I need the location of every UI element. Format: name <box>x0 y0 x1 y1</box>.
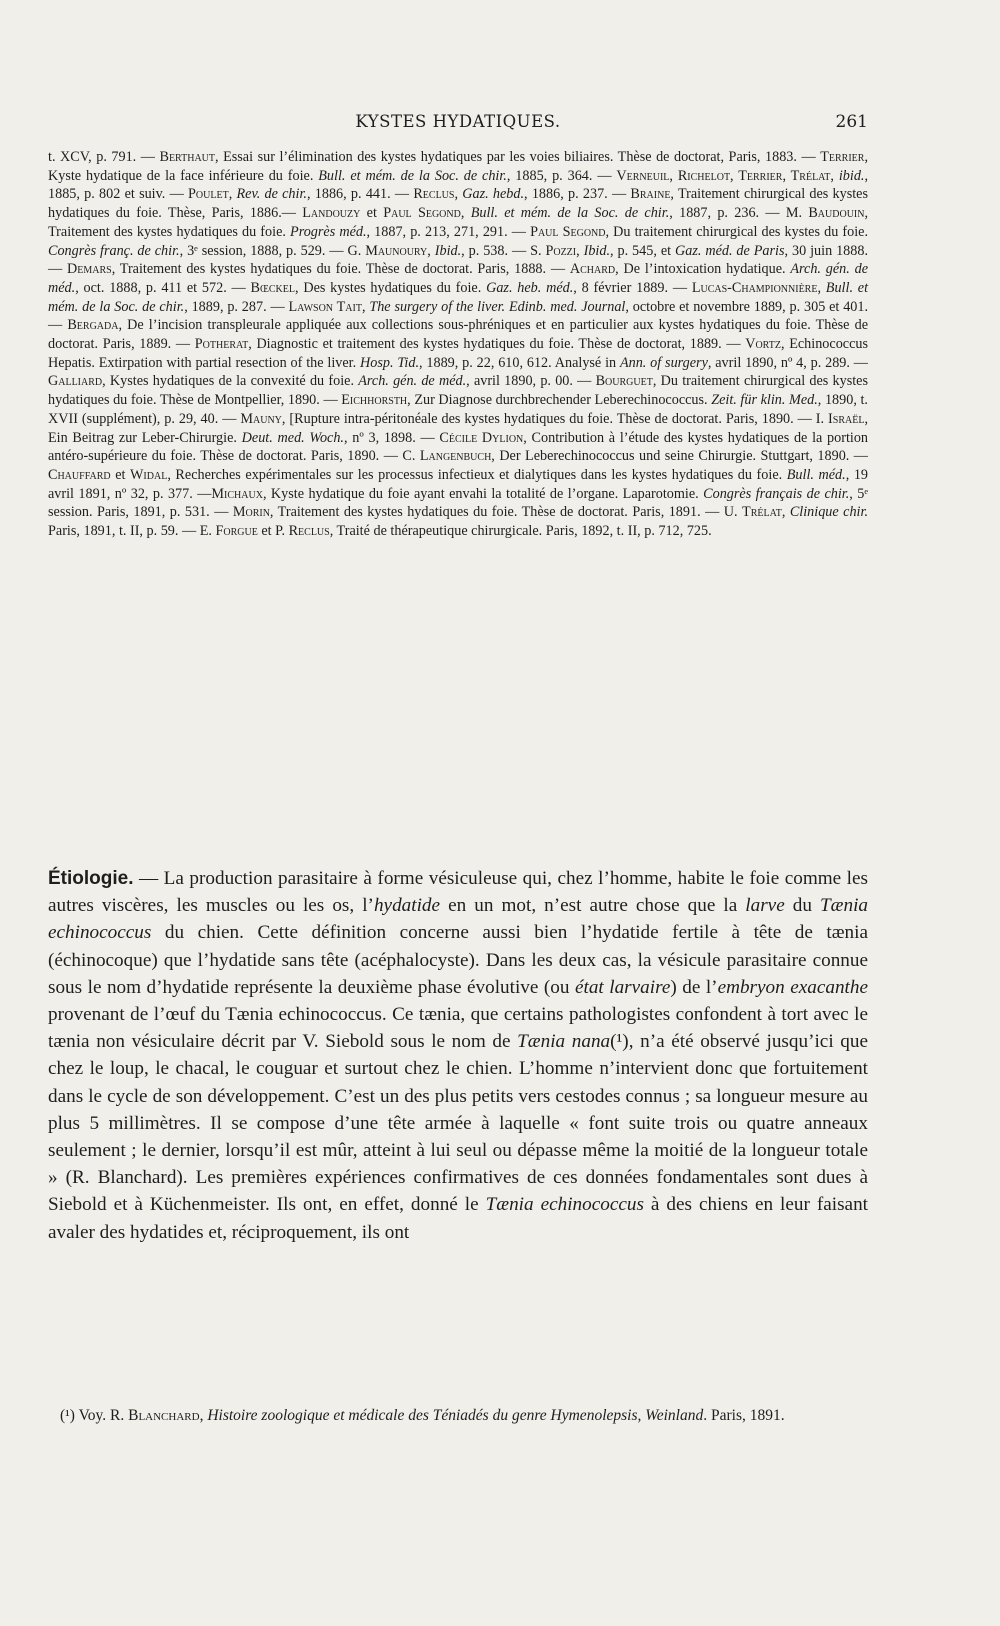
bibliography-paragraph: t. XCV, p. 791. — Berthaut, Essai sur l’élimination des kystes hydatiques par les voies biliaires. Thèse de doctorat, Paris, 1883. — Terrier, Kyste hydatique de la face inférieure du foie. Bull. et mém. de la Soc. de chir., 1885, p. 364. — Verneuil, Richelot, Terrier, Trélat, ibid., 1885, p. 802 et suiv. — Poulet, Rev. de chir., 1886, p. 441. — Reclus, Gaz. hebd., 1886, p. 237. — Braine, Traitement chirurgical des kystes hydatiques du foie. Thèse, Paris, 1886.— Landouzy et Paul Segond, Bull. et mém. de la Soc. de chir., 1887, p. 236. — M. Baudouin, Traitement des kystes hydatiques du foie. Progrès méd., 1887, p. 213, 271, 291. — Paul Segond, Du traitement chirurgical des kystes du foie. Congrès franç. de chir., 3ᵉ session, 1888, p. 529. — G. Maunoury, Ibid., p. 538. — S. Pozzi, Ibid., p. 545, et Gaz. méd. de Paris, 30 juin 1888. — Demars, Traitement des kystes hydatiques du foie. Thèse de doctorat. Paris, 1888. — Achard, De l’intoxication hydatique. Arch. gén. de méd., oct. 1888, p. 411 et 572. — Bœckel, Des kystes hydatiques du foie. Gaz. heb. méd., 8 février 1889. — Lucas-Championnière, Bull. et mém. de la Soc. de chir., 1889, p. 287. — Lawson Tait, The surgery of the liver. Edinb. med. Journal, octobre et novembre 1889, p. 305 et 401. — Bergada, De l’incision transpleurale appliquée aux collections sous-phréniques et en particulier aux kystes hydatiques du foie. Thèse de doctorat. Paris, 1889. — Potherat, Diagnostic et traitement des kystes hydatiques du foie. Thèse de doctorat, 1889. — Vortz, Echinococcus Hepatis. Extirpation with partial resection of the liver. Hosp. Tid., 1889, p. 22, 610, 612. Analysé in Ann. of surgery, avril 1890, nº 4, p. 289. — Galliard, Kystes hydatiques de la convexité du foie. Arch. gén. de méd., avril 1890, p. 00. — Bourguet, Du traitement chirurgical des kystes hydatiques du foie. Thèse de Montpellier, 1890. — Eichhorsth, Zur Diagnose durchbrechender Leberechinococcus. Zeit. für klin. Med., 1890, t. XVII (supplément), p. 29, 40. — Mauny, [Rupture intra-péritonéale des kystes hydatiques du foie. Thèse de doctorat. Paris, 1890. — I. Israël, Ein Beitrag zur Leber-Chirurgie. Deut. med. Woch., nº 3, 1898. — Cécile Dylion, Contribution à l’étude des kystes hydatiques de la portion antéro-supérieure du foie. Thèse de doctorat. Paris, 1890. — C. Langenbuch, Der Leberechinococcus und seine Chirurgie. Stuttgart, 1890. — Chauffard et Widal, Recherches expérimentales sur les processus infectieux et dialytiques dans les kystes hydatiques du foie. Bull. méd., 19 avril 1891, nº 32, p. 377. —Michaux, Kyste hydatique du foie ayant envahi la totalité de l’organe. Laparotomie. Congrès français de chir., 5ᵉ session. Paris, 1891, p. 531. — Morin, Traitement des kystes hydatiques du foie. Thèse de doctorat. Paris, 1891. — U. Trélat, Clinique chir. Paris, 1891, t. II, p. 59. — E. Forgue et P. Reclus, Traité de thérapeutique chirurgicale. Paris, 1892, t. II, p. 712, 725. <box>48 149 869 540</box>
author-name: Berthaut <box>159 149 216 165</box>
author-name: Blanchard <box>128 1407 200 1424</box>
page-header <box>48 112 868 142</box>
author-name: Widal <box>130 466 168 483</box>
author-name: Langenbuch <box>419 448 492 465</box>
footnote-reference: (¹) <box>610 1031 629 1053</box>
author-name: Demars <box>67 261 112 278</box>
footnote <box>48 1405 868 1427</box>
author-name: Mauny <box>240 410 282 427</box>
author-name: Chauffard <box>48 466 111 483</box>
author-name: Achard <box>569 261 616 278</box>
author-name: Michaux <box>211 485 263 502</box>
section-title: Étiologie. <box>48 868 134 889</box>
etiologie-paragraph: Étiologie. — La production parasitaire à forme vésiculeuse qui, chez l’homme, habite le foie comme les autres viscères, les muscles ou les os, l’hydatide en un mot, n’est autre chose que la larve du Tænia echinococcus du chien. Cette définition concerne aussi bien l’hydatide fertile à tête de tænia (échinocoque) que l’hydatide sans tête (acéphalocyste). Dans les deux cas, la vésicule parasitaire connue sous le nom d’hydatide représente la deuxième phase évolutive (ou état larvaire) de l’embryon exacanthe provenant de l’œuf du Tænia echinococcus. Ce tænia, que certains pathologistes confondent à tort avec le tænia non vésiculaire décrit par V. Siebold sous le nom de Tænia nana(¹), n’a été observé jusqu’ici que chez le loup, le chacal, le couguar et surtout chez le chien. L’homme n’intervient donc que fortuitement dans le cycle de son développement. C’est un des plus petits vers cestodes connus ; sa longueur mesure au plus 5 millimètres. Il se compose d’une tête armée à laquelle « font suite trois ou quatre anneaux seulement ; le dernier, lorsqu’il est mûr, atteint à lui seul ou dépasse même la moitié de la longueur totale » (R. Blanchard). Les premières expériences confirmatives de ces données fondamentales sont dues à Siebold et à Küchenmeister. Ils ont, en effet, donné le Tænia echinococcus à des chiens en leur faisant avaler des hydatides et, réciproquement, ils ont <box>48 868 869 1243</box>
author-name: Paul Segond <box>383 205 461 222</box>
author-name: Cécile Dylion <box>439 429 524 446</box>
author-name: Baudouin <box>808 205 865 222</box>
author-name: Forgue <box>215 523 258 540</box>
author-name: Paul Segond <box>530 223 606 240</box>
author-name: Bœckel <box>250 279 295 296</box>
bibliography-block <box>48 148 868 541</box>
author-name: Reclus <box>413 186 455 203</box>
main-text <box>48 865 868 1246</box>
author-name: Potherat <box>194 336 249 353</box>
author-name: Eichhorsth <box>341 392 408 409</box>
author-name: Galliard <box>48 373 103 390</box>
author-name: Reclus <box>288 523 330 540</box>
author-name: Morin <box>232 504 270 521</box>
author-name: Bergada <box>67 317 119 334</box>
running-title: KYSTES HYDATIQUES. <box>355 112 561 131</box>
author-name: Trélat <box>742 504 782 521</box>
author-name: Israël <box>828 410 865 427</box>
author-name: Landouzy <box>302 205 361 222</box>
author-name: Poulet <box>188 186 229 203</box>
author-name: Braine <box>630 186 671 203</box>
author-name: Bourguet <box>595 373 653 390</box>
author-name: Lucas-Championnière <box>691 279 818 296</box>
author-name: Terrier <box>820 149 865 165</box>
author-name: Lawson Tait <box>288 298 362 315</box>
page-number: 261 <box>835 112 868 132</box>
author-name: Vortz <box>745 336 781 353</box>
author-name: Verneuil, Richelot, Terrier, Trélat <box>616 167 831 184</box>
footnote-mark: (¹) <box>60 1407 75 1424</box>
author-name: Maunoury <box>365 242 428 259</box>
author-name: Pozzi <box>545 242 577 259</box>
footnote-text: (¹) Voy. R. Blanchard, Histoire zoologique et médicale des Téniadés du genre Hymenolepsis, Weinland. Paris, 1891. <box>60 1407 785 1424</box>
